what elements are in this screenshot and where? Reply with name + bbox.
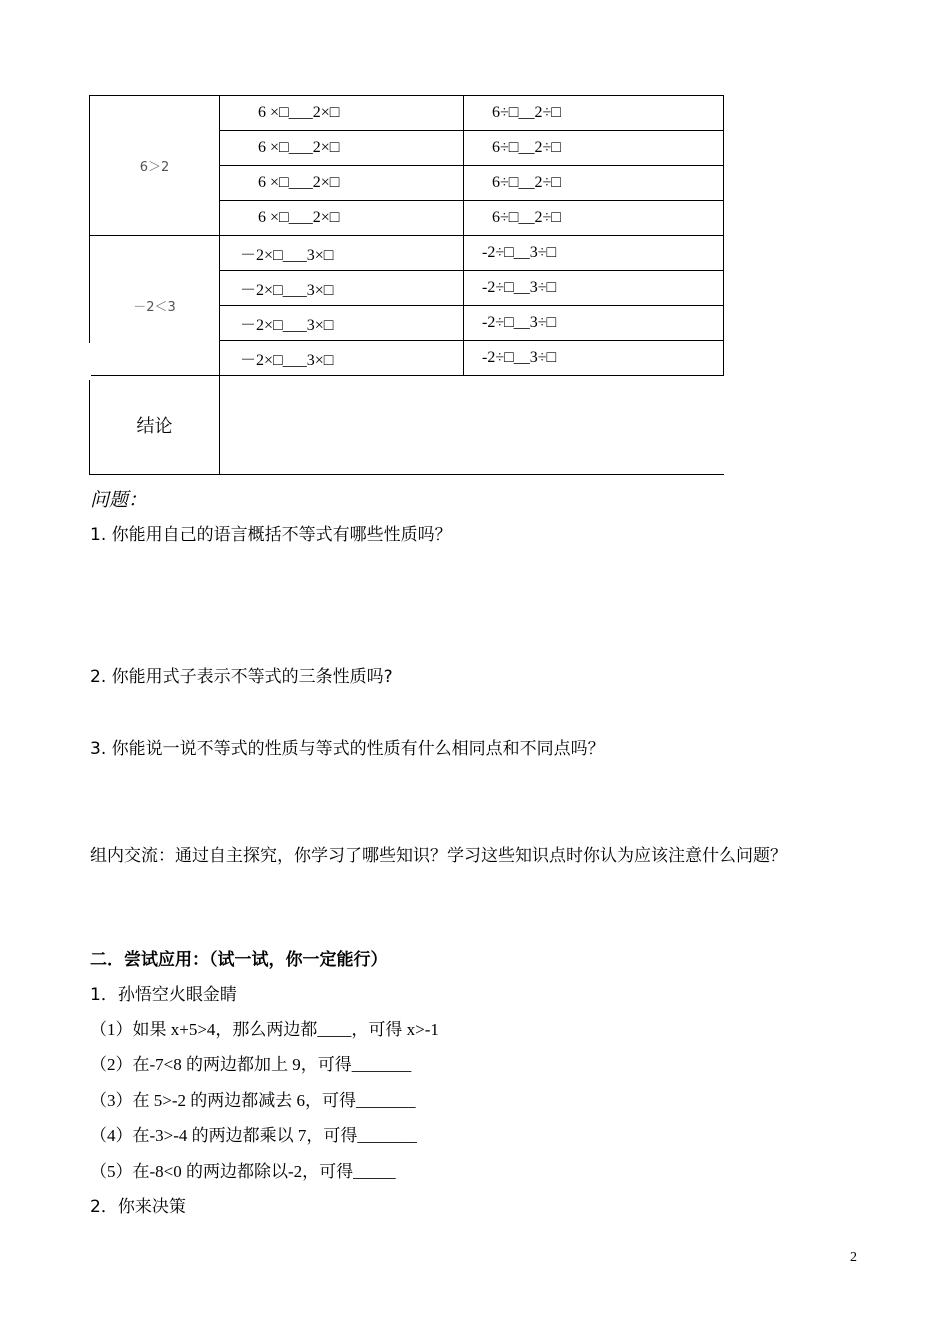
mul-cell: 6 ×□___2×□ — [220, 131, 464, 166]
inequality-table — [89, 95, 724, 475]
mul-cell: 6 ×□___2×□ — [220, 96, 464, 131]
item-2-title: 2．你来决策 — [90, 1197, 186, 1217]
div-cell: 6÷□__2÷□ — [464, 131, 724, 166]
mul-cell: －2×□___3×□ — [220, 306, 464, 341]
item-1-4: （4）在-3>-4 的两边都乘以 7，可得_______ — [90, 1126, 417, 1145]
item-1-1: （1）如果 x+5>4，那么两边都____，可得 x>-1 — [90, 1020, 439, 1039]
table-border-gap — [89, 343, 91, 380]
group-label-neg2-lt-3: －2＜3 — [90, 236, 220, 376]
question-2: 2. 你能用式子表示不等式的三条性质吗? — [90, 667, 393, 687]
div-cell: -2÷□__3÷□ — [464, 341, 724, 376]
page-number: 2 — [850, 1250, 857, 1265]
div-cell: -2÷□__3÷□ — [464, 306, 724, 341]
conclusion-row — [90, 376, 724, 475]
conclusion-answer-area[interactable] — [220, 376, 724, 475]
div-cell: -2÷□__3÷□ — [464, 271, 724, 306]
div-cell: -2÷□__3÷□ — [464, 236, 724, 271]
div-cell: 6÷□__2÷□ — [464, 166, 724, 201]
question-3: 3. 你能说一说不等式的性质与等式的性质有什么相同点和不同点吗？ — [90, 739, 605, 759]
mul-cell: －2×□___3×□ — [220, 341, 464, 376]
group-discussion: 组内交流：通过自主探究，你学习了哪些知识？学习这些知识点时你认为应该注意什么问题？ — [90, 846, 787, 866]
conclusion-label: 结论 — [90, 376, 220, 475]
table-row — [90, 96, 724, 131]
mul-cell: －2×□___3×□ — [220, 236, 464, 271]
mul-cell: －2×□___3×□ — [220, 271, 464, 306]
item-1-5: （5）在-8<0 的两边都除以-2，可得_____ — [90, 1162, 396, 1181]
item-1-3: （3）在 5>-2 的两边都减去 6，可得_______ — [90, 1091, 416, 1110]
item-1-2: （2）在-7<8 的两边都加上 9，可得_______ — [90, 1055, 412, 1074]
section-2-title: 二．尝试应用：（试一试，你一定能行） — [90, 950, 388, 970]
div-cell: 6÷□__2÷□ — [464, 201, 724, 236]
group-label-6-gt-2: 6＞2 — [90, 96, 220, 236]
item-1-title: 1．孙悟空火眼金睛 — [90, 985, 237, 1005]
question-1: 1. 你能用自己的语言概括不等式有哪些性质吗？ — [90, 525, 452, 545]
div-cell: 6÷□__2÷□ — [464, 96, 724, 131]
table-row — [90, 236, 724, 271]
questions-heading: 问题： — [90, 489, 148, 511]
mul-cell: 6 ×□___2×□ — [220, 201, 464, 236]
mul-cell: 6 ×□___2×□ — [220, 166, 464, 201]
